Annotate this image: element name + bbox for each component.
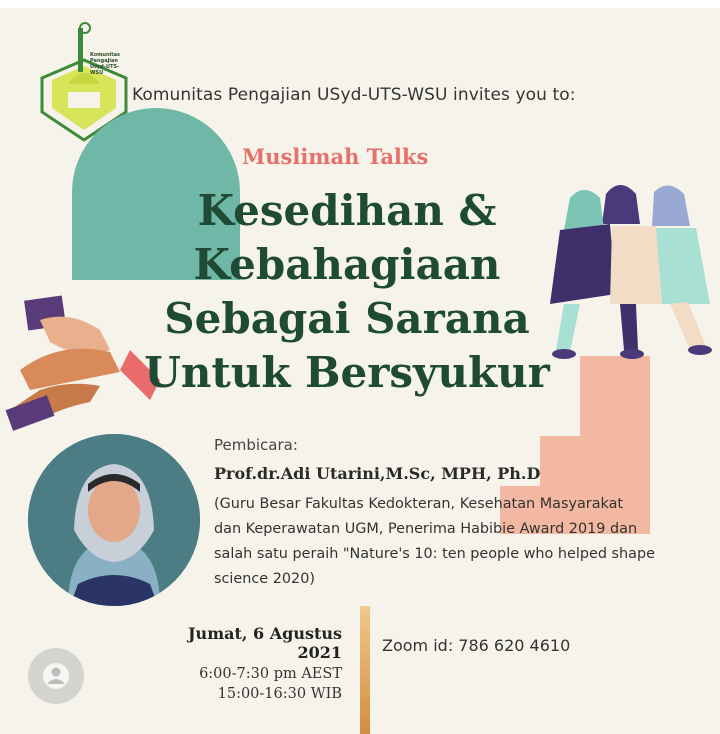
description-line: salah satu peraih "Nature's 10: ten people who helped shape [214, 546, 655, 562]
event-schedule [150, 624, 342, 702]
speaker-name: Prof.dr.Adi Utarini,M.Sc, MPH, Ph.D [214, 464, 541, 483]
user-avatar-icon[interactable] [28, 648, 84, 704]
description-line: dan Keperawatan UGM, Penerima Habibie Award 2019 dan [214, 521, 638, 537]
title-line: Kebahagiaan [193, 240, 501, 289]
divider [360, 606, 370, 734]
description-line: science 2020) [214, 571, 315, 587]
event-subtitle: Muslimah Talks [242, 144, 429, 169]
description-line: (Guru Besar Fakultas Kedokteran, Kesehatan Masyarakat [214, 496, 624, 512]
event-title [112, 184, 582, 400]
speaker-label: Pembicara: [214, 436, 298, 454]
logo-text-line: Pengajian [90, 58, 118, 64]
title-line: Untuk Bersyukur [144, 348, 550, 397]
event-poster [0, 8, 720, 734]
zoom-id: Zoom id: 786 620 4610 [382, 636, 571, 655]
invite-text: Komunitas Pengajian USyd-UTS-WSU invites you to: [132, 85, 576, 105]
event-date: Jumat, 6 Agustus 2021 [187, 624, 342, 662]
logo-text-line: Usyd-UTS-WSU [90, 64, 120, 76]
title-line: Kesedihan & [197, 186, 497, 235]
speaker-description [214, 492, 694, 592]
title-line: Sebagai Sarana [164, 294, 530, 343]
logo-text-line: Komunitas [90, 52, 121, 58]
event-time-wib: 15:00-16:30 WIB [217, 686, 342, 702]
event-time-aest: 6:00-7:30 pm AEST [199, 666, 342, 682]
speaker-photo [28, 434, 200, 606]
